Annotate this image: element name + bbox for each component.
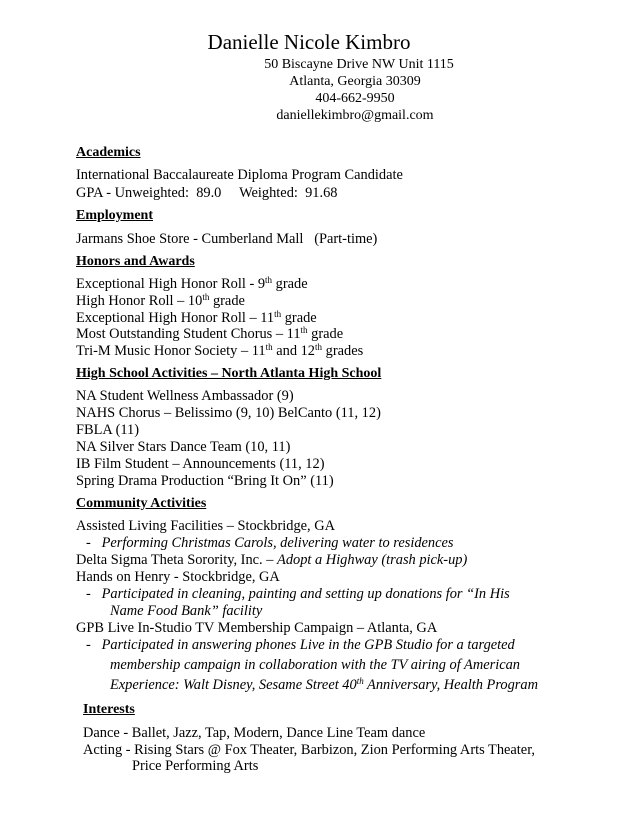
candidate-name: Danielle Nicole Kimbro [207,30,411,54]
community-detail: membership campaign in collaboration with the TV airing of American [110,657,520,673]
community-detail: Experience: Walt Disney, Sesame Street 40th Anniversary, Health Program [110,676,538,693]
community-detail: - Participated in answering phones Live in the GPB Studio for a targeted [86,637,515,653]
email-address: daniellekimbro@gmail.com [276,108,434,123]
honors-heading: Honors and Awards [76,254,195,269]
interest-item: Acting - Rising Stars @ Fox Theater, Barbizon, Zion Performing Arts Theater, [83,742,536,758]
phone-number: 404-662-9950 [315,91,395,106]
activities-heading: High School Activities – North Atlanta High School [76,366,382,381]
academics-gpa: GPA - Unweighted: 89.0 Weighted: 91.68 [76,185,338,201]
interest-item: Price Performing Arts [132,758,259,774]
community-item: GPB Live In-Studio TV Membership Campaign – Atlanta, GA [76,620,438,636]
community-item: Hands on Henry - Stockbridge, GA [76,569,280,585]
employment-job: Jarmans Shoe Store - Cumberland Mall (Part-time) [76,231,378,247]
honor-item: Exceptional High Honor Roll – 11th grade [76,309,317,326]
street-address: 50 Biscayne Drive NW Unit 1115 [264,57,454,72]
interests-heading: Interests [83,702,135,717]
community-heading: Community Activities [76,496,207,511]
city-state-zip: Atlanta, Georgia 30309 [289,74,421,89]
honor-item: Tri-M Music Honor Society – 11th and 12th grades [76,342,364,359]
activity-item: NAHS Chorus – Belissimo (9, 10) BelCanto (11, 12) [76,405,381,421]
activity-item: Spring Drama Production “Bring It On” (11) [76,473,334,489]
community-detail: - Participated in cleaning, painting and setting up donations for “In His [86,586,510,602]
employment-heading: Employment [76,208,153,223]
academics-heading: Academics [76,145,141,160]
honor-item: High Honor Roll – 10th grade [76,292,245,309]
honor-item: Most Outstanding Student Chorus – 11th grade [76,325,344,342]
community-detail: - Performing Christmas Carols, delivering water to residences [86,535,454,551]
honor-item: Exceptional High Honor Roll - 9th grade [76,275,308,292]
activity-item: NA Student Wellness Ambassador (9) [76,388,294,404]
activity-item: NA Silver Stars Dance Team (10, 11) [76,439,291,455]
activity-item: FBLA (11) [76,422,140,438]
academics-program: International Baccalaureate Diploma Program Candidate [76,167,403,183]
community-item: Delta Sigma Theta Sorority, Inc. – Adopt a Highway (trash pick-up) [76,552,468,568]
activity-item: IB Film Student – Announcements (11, 12) [76,456,325,472]
community-detail: Name Food Bank” facility [110,603,263,619]
community-item: Assisted Living Facilities – Stockbridge, GA [76,518,336,534]
interest-item: Dance - Ballet, Jazz, Tap, Modern, Dance Line Team dance [83,725,426,741]
